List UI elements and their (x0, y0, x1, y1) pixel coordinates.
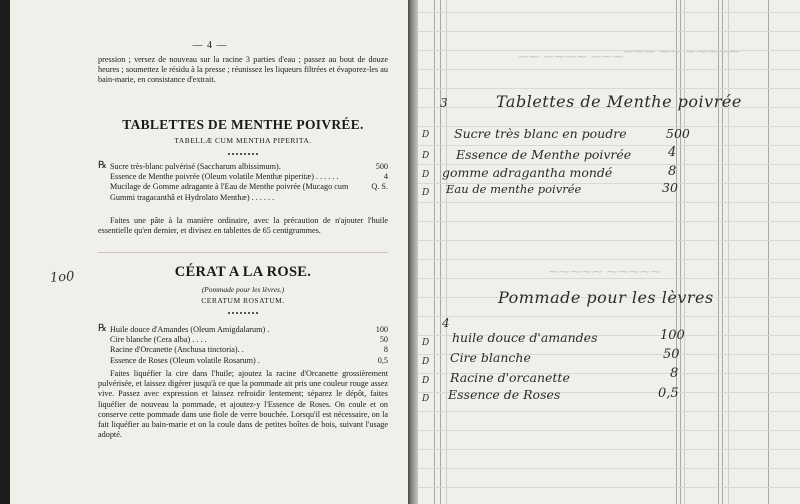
ledger-line (418, 449, 800, 450)
ingredient-amount: 8 (383, 345, 388, 355)
ingredient-amount: Q. S. (371, 182, 388, 192)
ingredient-row (98, 356, 388, 366)
row-mark: D (422, 394, 430, 404)
ledger-row-text: Cire blanche (450, 350, 531, 365)
column-rule (680, 0, 681, 504)
ledger-line (418, 240, 800, 241)
ledger-line (418, 145, 800, 146)
ledger-row-amount: 8 (670, 366, 679, 381)
ledger-row-text: Essence de Roses (448, 387, 561, 402)
ingredient-text: Racine d'Orcanette (Anchusa tinctoria). . (110, 345, 244, 355)
ledger-row-amount: 100 (660, 328, 685, 343)
handwritten-margin-note: 1o0 (49, 269, 75, 286)
ingredient-row (98, 162, 388, 172)
ingredient-amount: 500 (375, 162, 388, 171)
ledger-line (418, 468, 800, 469)
ledger-row-text: Racine d'orcanette (450, 370, 570, 385)
row-mark: D (422, 357, 430, 367)
ledger-row-amount: 4 (668, 145, 677, 160)
column-rule (718, 0, 719, 504)
ledger-line (418, 202, 800, 203)
column-rule (676, 0, 677, 504)
row-mark: D (422, 130, 430, 140)
ledger-row-text: Sucre très blanc en poudre (454, 126, 627, 141)
row-mark: D (422, 151, 430, 161)
ornament-divider (228, 312, 258, 314)
entry-number: 4 (442, 316, 450, 330)
ingredient-text: Essence de Roses (Oleum volatile Rosarum) . (110, 355, 260, 365)
ledger-line (418, 430, 800, 431)
ledger-line (418, 487, 800, 488)
ornament-divider (228, 153, 258, 155)
row-mark: D (422, 170, 430, 180)
recipe-symbol-icon: ℞ (98, 323, 107, 334)
ingredient-list-menthe (98, 162, 388, 203)
ledger-row-amount: 0,5 (658, 386, 679, 401)
ledger-line (418, 69, 800, 70)
section-divider (98, 252, 388, 253)
entry-title: Pommade pour les lèvres (498, 288, 714, 307)
ingredient-amount: 100 (375, 325, 388, 334)
recipe-subtitle-cerat: (Pommade pour les lèvres.) (201, 285, 285, 294)
recipe-latin-cerat: CERATUM ROSATUM. (201, 296, 285, 305)
column-rule (722, 0, 723, 504)
ledger-line (418, 12, 800, 13)
ingredient-amount: 4 (383, 172, 388, 182)
ingredient-row (98, 345, 388, 355)
ledger-line (418, 88, 800, 89)
ledger-row-text: Essence de Menthe poivrée (456, 147, 632, 162)
ledger-line (418, 221, 800, 222)
row-mark: D (422, 338, 430, 348)
bleed-through-text: ⁓⁓ ⁓⁓⁓⁓ ⁓⁓⁓ (518, 50, 624, 63)
ledger-row-text: huile douce d'amandes (452, 330, 598, 345)
ingredient-list-cerat (98, 325, 388, 366)
ledger-page (418, 0, 800, 504)
column-rule (768, 0, 769, 504)
ledger-line (418, 316, 800, 317)
intro-paragraph: pression ; versez de nouveau sur la racine 3 parties d'eau ; passez au bout de douze heures ; soumettez le résidu à la presse ; réunissez les liqueurs filtrées et évaporez-les au bain-marie, en consistance d'extrait. (98, 55, 388, 85)
ledger-row-text: Eau de menthe poivrée (446, 182, 582, 196)
ingredient-text: Huile douce d'Amandes (Oleum Amigdalarum) . (110, 325, 270, 334)
ledger-row-amount: 50 (663, 347, 680, 362)
recipe-title-cerat: CÉRAT A LA ROSE. (174, 264, 312, 280)
ingredient-text: Essence de Menthe poivrée (Oleum volatile Menthæ piperitæ) . . . . . . (110, 172, 339, 182)
margin-rule (440, 0, 441, 504)
ledger-row-amount: 8 (668, 164, 677, 179)
row-mark: D (422, 376, 430, 386)
ingredient-row (98, 325, 388, 335)
column-rule (728, 0, 729, 504)
ledger-row-amount: 500 (666, 126, 690, 141)
ledger-line (418, 259, 800, 260)
margin-rule (446, 0, 447, 504)
ingredient-amount: 0,5 (377, 355, 388, 365)
printed-page (10, 0, 410, 504)
ledger-line (418, 278, 800, 279)
recipe-symbol-icon: ℞ (98, 160, 107, 171)
ingredient-text: Cire blanche (Cera alba) . . . . (110, 335, 207, 345)
ingredient-text: Sucre très-blanc pulvérisé (Saccharum albissimum). (110, 162, 281, 171)
margin-rule (434, 0, 435, 504)
ingredient-amount: 50 (379, 335, 388, 345)
ledger-row-amount: 30 (662, 180, 678, 195)
ingredient-text: Mucilage de Gomme adragante à l'Eau de Menthe poivrée (Mucago cum Gummi tragacanthâ et Hydrolato Menthæ) . . . . . . (110, 182, 349, 202)
entry-number: 3 (440, 96, 448, 110)
ingredient-row (98, 335, 388, 345)
bleed-through-text: ⁓⁓⁓⁓⁓ ⁓⁓⁓⁓⁓ (548, 265, 662, 278)
ledger-line (418, 411, 800, 412)
bleed-through-text: ⁓⁓⁓ ⁓⁓ ⁓⁓⁓⁓⁓ (623, 45, 740, 58)
ingredient-row (98, 182, 388, 202)
book-gutter (408, 0, 418, 504)
entry-title: Tablettes de Menthe poivrée (496, 92, 742, 111)
ledger-line (418, 31, 800, 32)
row-mark: D (422, 188, 430, 198)
recipe-latin-menthe: TABELLÆ CUM MENTHA PIPERITA. (174, 136, 312, 145)
instructions-cerat: Faites liquéfier la cire dans l'huile; ajoutez la racine d'Orcanette grossièrement pulvérisée, et laissez digérer jusqu'à ce que la pommade ait pris une couleur rouge assez vive. Passez avec expression et laissez refroidir lentement; séparez le dépôt, faites liquéfier de nouveau la pommade, et ajoutez-y l'Essence de Roses. On coule et on conserve cette pommade dans une fiole de verre bouchée. Lorsqu'il est nécessaire, on la fait liquéfier au bain-marie et on la coule dans de petites boîtes de bois, suivant l'usage adopté. (98, 369, 388, 440)
recipe-title-menthe: TABLETTES DE MENTHE POIVRÉE. (122, 117, 364, 132)
ledger-row-text: gomme adragantha mondé (442, 165, 613, 180)
ingredient-row (98, 172, 388, 182)
page-number: — 4 — (192, 40, 228, 51)
instructions-menthe: Faites une pâte à la manière ordinaire, avec la précaution de n'ajouter l'huile essentielle qu'en dernier, et divisez en tablettes de 65 centigrammes. (98, 216, 388, 236)
column-rule (684, 0, 685, 504)
